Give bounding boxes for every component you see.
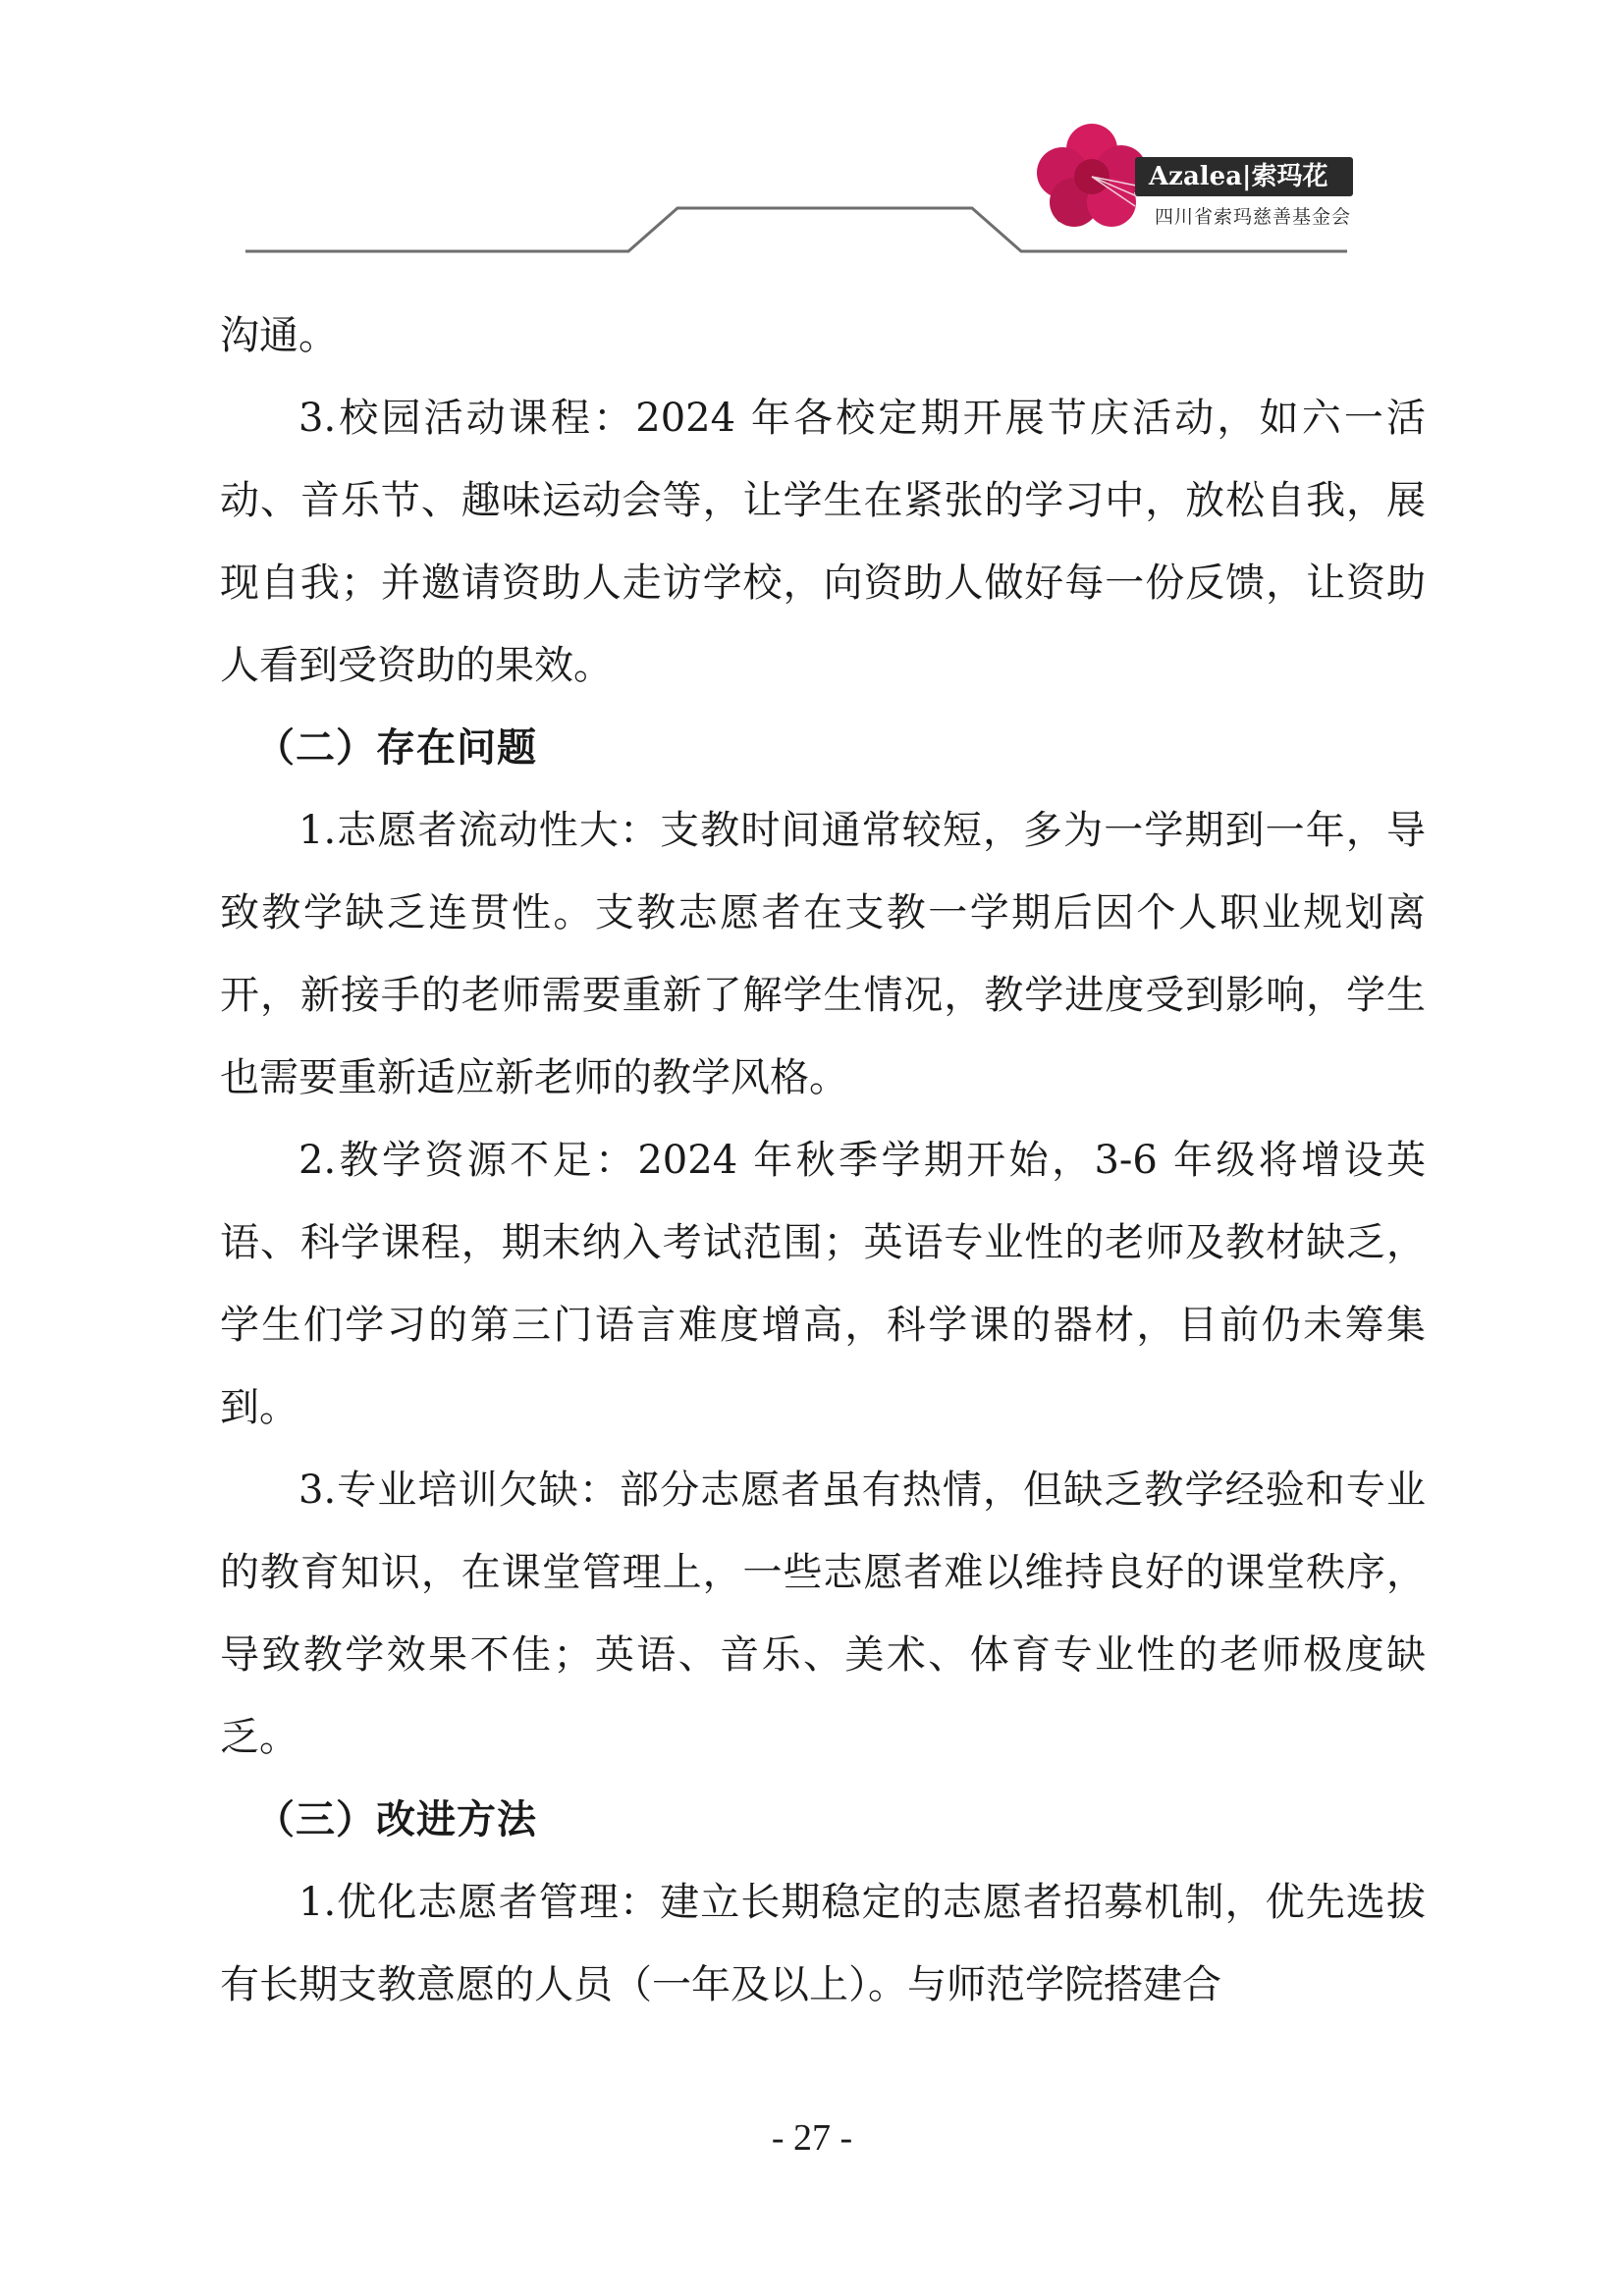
logo-subtitle: 四川省索玛慈善基金会 (1155, 206, 1352, 228)
body-text (220, 294, 1426, 2026)
section-heading-problems: （二）存在问题 (255, 725, 537, 771)
paragraph-campus-activities: 3.校园活动课程：2024 年各校定期开展节庆活动，如六一活动、音乐节、趣味运动会等，让学生在紧张的学习中，放松自我，展现自我；并邀请资助人走访学校，向资助人做好每一份反馈，让资助人看到受资助的果效。 (220, 396, 1426, 688)
page-number: - 27 - (771, 2117, 853, 2159)
paragraph-professional-training: 3.专业培训欠缺：部分志愿者虽有热情，但缺乏教学经验和专业的教育知识，在课堂管理上，一些志愿者难以维持良好的课堂秩序，导致教学效果不佳；英语、音乐、美术、体育专业性的老师极度缺乏。 (220, 1468, 1426, 1760)
continuation-text: 沟通。 (220, 313, 338, 358)
foundation-logo (1029, 116, 1353, 243)
paragraph-volunteer-management: 1.优化志愿者管理：建立长期稳定的志愿者招募机制，优先选拔有长期支教意愿的人员（一年及以上）。与师范学院搭建合 (220, 1880, 1426, 2007)
logo-brand-text: Azalea|索玛花 (1149, 162, 1328, 191)
paragraph-teaching-resources: 2.教学资源不足：2024 年秋季学期开始，3-6 年级将增设英语、科学课程，期末纳入考试范围；英语专业性的老师及教材缺乏，学生们学习的第三门语言难度增高，科学课的器材，目前仍未筹集到。 (220, 1138, 1426, 1430)
paragraph-volunteer-turnover: 1.志愿者流动性大：支教时间通常较短，多为一学期到一年，导致教学缺乏连贯性。支教志愿者在支教一学期后因个人职业规划离开，新接手的老师需要重新了解学生情况，教学进度受到影响，学生也需要重新适应新老师的教学风格。 (220, 808, 1426, 1100)
header-rule (0, 0, 1624, 294)
section-heading-improvements: （三）改进方法 (255, 1797, 537, 1842)
